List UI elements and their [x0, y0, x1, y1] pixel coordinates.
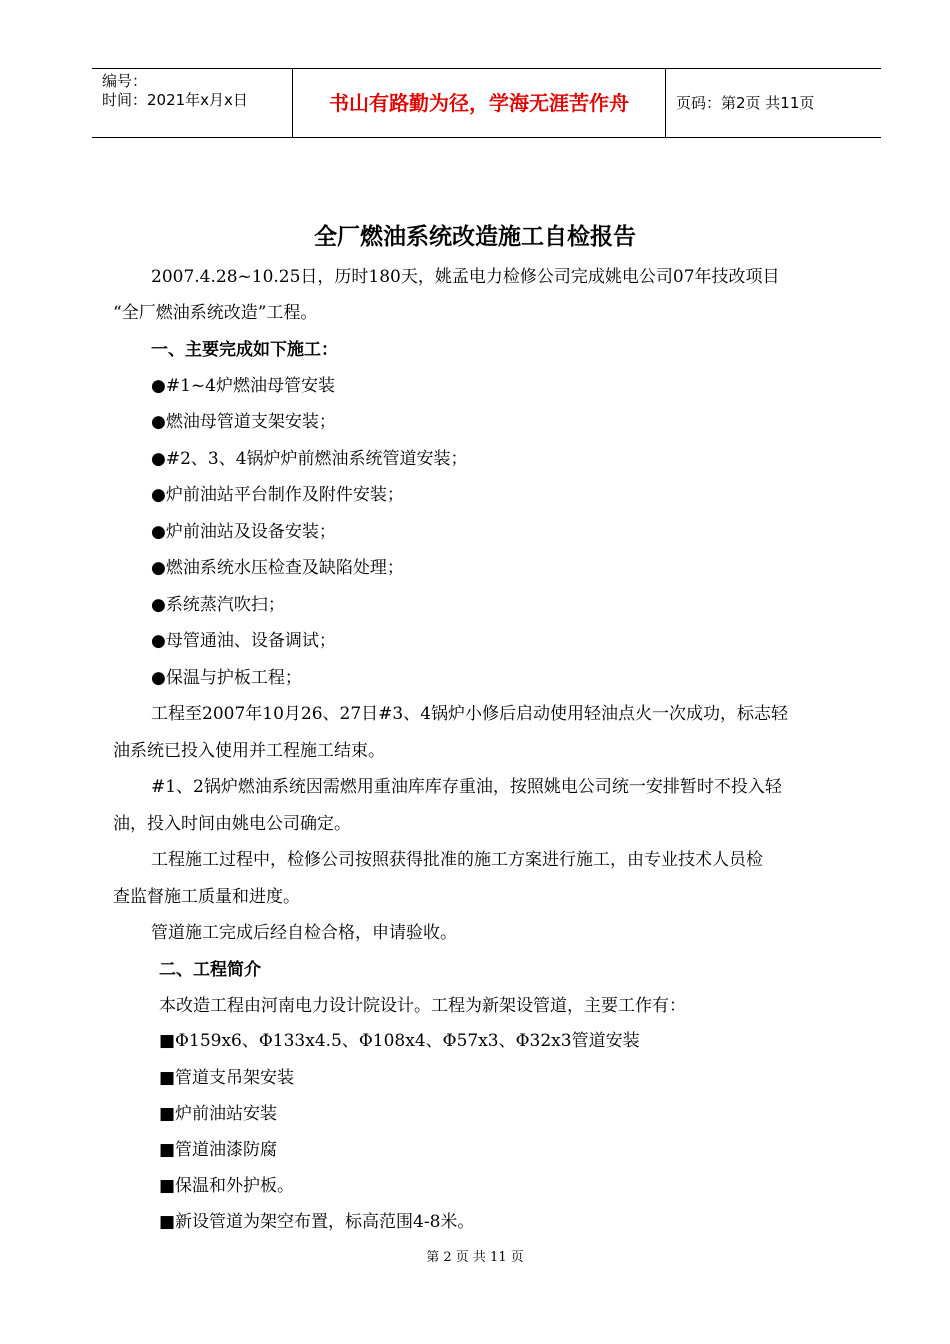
list-item: ●炉前油站及设备安装；	[151, 522, 336, 542]
paragraph-line: 本改造工程由河南电力设计院设计。工程为新架设管道，主要工作有：	[159, 996, 686, 1016]
list-item: ●母管通油、设备调试；	[151, 631, 336, 651]
header-number: 编号：	[102, 72, 148, 90]
list-item: ●#2、3、4锅炉炉前燃油系统管道安装；	[151, 449, 468, 469]
paragraph-line: 工程施工过程中，检修公司按照获得批准的施工方案进行施工，由专业技术人员检	[151, 850, 763, 870]
page-header	[92, 68, 881, 138]
intro-line: 2007.4.28~10.25日，历时180天，姚孟电力检修公司完成姚电公司07年技改项目	[151, 267, 780, 287]
section-heading: 二、工程简介	[159, 960, 261, 980]
list-item: ■Φ159x6、Φ133x4.5、Φ108x4、Φ57x3、Φ32x3管道安装	[159, 1031, 640, 1051]
paragraph-line: #1、2锅炉燃油系统因需燃用重油库库存重油，按照姚电公司统一安排暂时不投入轻	[151, 777, 782, 797]
section-heading: 一、主要完成如下施工：	[151, 340, 338, 360]
list-item: ■炉前油站安装	[159, 1104, 278, 1124]
paragraph-line: 工程至2007年10月26、27日#3、4锅炉小修后启动使用轻油点火一次成功，标志轻	[151, 704, 789, 724]
paragraph-line: 油系统已投入使用并工程施工结束。	[113, 741, 385, 761]
list-item: ■保温和外护板。	[159, 1176, 295, 1196]
header-time: 时间：2021年x月x日	[102, 91, 248, 109]
list-item: ■管道油漆防腐	[159, 1140, 278, 1160]
list-item: ■新设管道为架空布置，标高范围4-8米。	[159, 1212, 475, 1232]
paragraph-line: 查监督施工质量和进度。	[113, 887, 300, 907]
intro-line: “全厂燃油系统改造”工程。	[113, 303, 318, 323]
list-item: ●保温与护板工程；	[151, 668, 302, 688]
paragraph-line: 管道施工完成后经自检合格，申请验收。	[151, 923, 457, 943]
header-page-number: 页码：第2页 共11页	[676, 94, 815, 112]
list-item: ●燃油系统水压检查及缺陷处理；	[151, 558, 404, 578]
list-item: ■管道支吊架安装	[159, 1068, 295, 1088]
header-info-cell	[92, 69, 293, 137]
list-item: ●燃油母管道支架安装；	[151, 412, 336, 432]
paragraph-line: 油，投入时间由姚电公司确定。	[113, 814, 351, 834]
page-footer: 第 2 页 共 11 页	[426, 1250, 524, 1265]
document-title: 全厂燃油系统改造施工自检报告	[314, 224, 636, 250]
list-item: ●系统蒸汽吹扫；	[151, 595, 285, 615]
list-item: ●炉前油站平台制作及附件安装；	[151, 485, 404, 505]
header-motto: 书山有路勤为径，学海无涯苦作舟	[293, 69, 666, 137]
list-item: ●#1~4炉燃油母管安装	[151, 376, 335, 396]
